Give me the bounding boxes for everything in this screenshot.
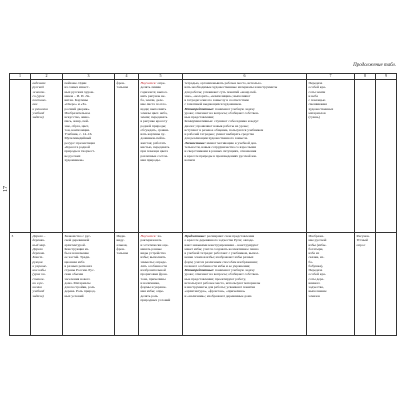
uud-text: урока; отвечают на вопросы; обобщают собствен- [184,272,259,277]
uud-text: с тематикой выдающихся художников. [184,102,242,107]
uud-text: понимают учебную задачу [214,106,255,111]
continuation-label: Продолжение табл. [353,63,396,68]
uud-text: и инструменты для работы; усваивают понятия [184,285,256,290]
planned-results-cell [139,80,183,233]
uud-text: Коммуникативные: слушают собеседника и ведут [184,119,259,124]
uud-text: к красоте природы в произведениях русской жи- [184,153,257,158]
planned-results-cell [139,233,183,336]
lesson-number-cell [10,80,31,233]
uud-text: имеют мотивацию к учебной дея- [205,140,257,145]
uud-text: в учебной тетради: работают с учебником, выпол- [184,251,260,256]
learn-label: Научатся: [140,234,157,238]
uud-text: ные представления; [184,115,214,120]
column-number: 8 [355,74,376,80]
work-form-cell: фрон- тальная [115,80,139,233]
column-number: 9 [376,74,397,80]
activity-cell: Изображе- ние русской избы (избы- богатыри, изба из сказки, из- ба- бабушка), Передача особой кра- соты дере- вянного зодчества, выполнение эскизов [307,233,355,336]
column-number: 3 [63,74,115,80]
uud-text: ные представления; проектируют работу, [184,276,246,281]
lesson-content-cell: Знакомство с рус- ской деревянной архитектурой. Конструкция из- бы и назначение ее частей. Тради- ционная изба в разных регионах страны России. Рус- ские обычаи заселения нового дома. Материалы для постройки, роль дерева. Роль природ- ных условий [63,233,115,336]
uud-text: используют рабочее место, используют материалы [184,280,261,285]
work-form-cell: Инди- виду- альная, фрон- тальная [115,233,139,336]
date-cell [376,80,397,233]
planned-results-text: ха- рактеризовать и эстетически оце- нивать разные виды устройства избы; выполнять замыслы; опреде- лять особенности изобразительной прорисовки фрон- тона, причелины и наличника, формы и украше- ния избы; опре- делять роль природных условий [140,234,171,302]
uud-heading: Предметные: [184,234,206,238]
control-form-cell: Рисунок. Устный опрос [355,233,376,336]
column-number: 7 [307,74,355,80]
uud-text: в тетради эскиз по замыслу в соответствии [184,98,249,103]
uud-cell [183,233,307,336]
learn-label: Научатся: [140,81,157,85]
uud-heading: Метапредметные: [184,106,215,111]
date-cell [376,233,397,336]
column-number: 6 [183,74,307,80]
lesson-number-cell: 3 [10,233,31,336]
uud-text: тельности, навык сотрудничества со взрослыми [184,144,256,149]
uud-text: форм; учатся различным способам изображения; [184,259,258,264]
uud-text: вают навыками конструирования – конструируют [184,242,259,247]
uud-line [185,294,305,298]
uud-heading: Личностные: [184,140,206,145]
uud-text: «архитектура», «фронтон», «причелина» [184,289,246,294]
table-row [10,233,397,336]
uud-text: расширяют свои представления [205,234,255,238]
activity-cell: Передача особой кра- соты земли и неба с помощью смешивания художественных материалов (гуашь) [307,80,355,233]
lesson-topic-cell: Дерево – деревян- ный мир. Дерево деревня. Конст- рукция и украше- ние избы (урок по- станов- ки и ре- шения учебной задачи) [31,233,63,336]
page-number: 17 [3,186,9,192]
column-number: 5 [139,74,183,80]
uud-text: для работы; усваивают суть понятий «жанр пей- [184,89,257,94]
uud-text: заж», «колорит», «композиция»; выполняют [184,93,251,98]
uud-text: вать необходимые художественные материалы и инструменты [184,85,278,90]
uud-text: диалог; проявляют навык работы на уроке; [184,123,249,128]
uud-cell [183,80,307,233]
lesson-content-cell: пейзаже. Один из самых извест- ных русских худож- ников – И. И. Ле- витан. Картины «Озеро» и «За- росший дворик». Изобразительное искусство, живо- пись, жанр, пей- заж, образ, цвет, тон, композиция. Учебник, с. 14–16. Мультимедийный ресурс: презентация «Красота родной природы в творчест- ве русских художников» [63,80,115,233]
control-form-cell [355,80,376,233]
lesson-plan-table [9,73,397,336]
uud-text: вступают в речевое общение, пользуются учебником [184,127,264,132]
uud-line [185,158,305,162]
planned-results-text: опре- делять линию горизонта; выпол- нять рисунок не- ба, земли, деле- ние листа по пло- щади; выполнять эскизы цвет. неба, земли; передавать в рисунке красоту родной природы; обсуждать, сравни- вать картины ху- дожников-пейза- жистов; работать кистью, передавать при помощи цвета различные состоя- ния природы. [140,81,170,162]
uud-text: макет избы; учатся создавать коллективное панно [184,246,259,251]
column-number: 1 [10,74,31,80]
uud-text: познают особенности избы и ее украшения; [184,263,251,268]
uud-text: вописи [184,157,196,162]
uud-text: тетрадью, организовывать рабочее место, использо- [184,81,263,85]
column-number: 4 [115,74,139,80]
uud-heading: Метапредметные: [184,268,215,273]
column-number: 2 [31,74,63,80]
uud-text: урока; отвечают на вопросы; обобщают собствен- [184,110,259,115]
uud-text: понимают учебную задачу [214,268,255,273]
uud-text: и «наличник»; изображают деревянные дома [184,293,252,298]
uud-text: и рабочей тетрадью; умеют выбирать средства [184,132,255,137]
table-row [10,80,397,233]
lesson-topic-cell: ведениях русской живопи- си (урок постано- вки и решения учебной задачи) [31,80,63,233]
uud-text: о красоте деревянного зодчества Руси; овладе- [184,238,255,243]
uud-text: для реализации художественного замысла. [184,136,249,141]
uud-text: нение эскизов избы; изображают избы разных [184,255,254,260]
uud-text: и сверстниками в разных ситуациях, отношения [184,149,257,154]
